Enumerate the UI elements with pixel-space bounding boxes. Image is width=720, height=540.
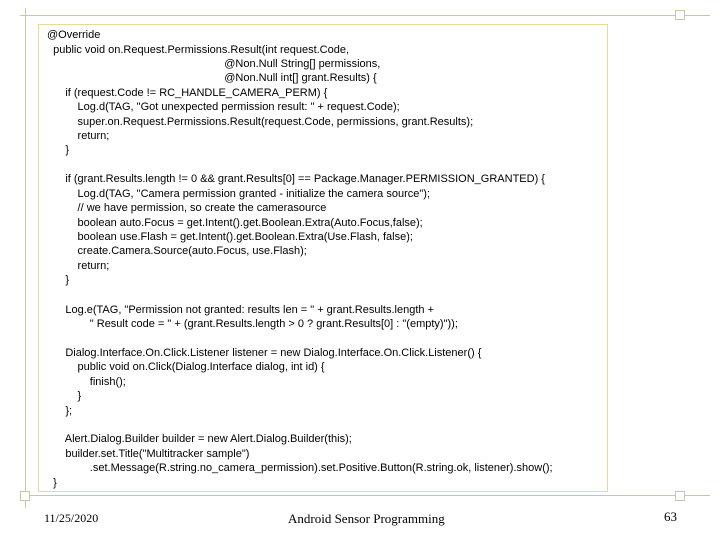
code-line: @Non.Null String[] permissions, [47,58,381,70]
code-line: Log.d(TAG, "Camera permission granted - initialize the camera source"); [47,188,430,200]
code-line: }; [47,405,73,417]
code-line: Log.d(TAG, "Got unexpected permission result: " + request.Code); [47,101,400,113]
code-line: } [47,477,57,489]
code-line: Dialog.Interface.On.Click.Listener listener = new Dialog.Interface.On.Click.Listener() { [47,347,482,359]
code-line: } [47,144,70,156]
code-line: builder.set.Title("Multitracker sample") [47,448,250,460]
footer-date: 11/25/2020 [44,511,99,525]
code-line: return; [47,260,110,272]
code-line: if (request.Code != RC_HANDLE_CAMERA_PERM) { [47,87,328,99]
code-line: } [47,274,70,286]
corner-square-top-right [675,10,685,20]
code-line: @Override [47,29,101,41]
code-line: create.Camera.Source(auto.Focus, use.Flash); [47,245,307,257]
code-line: Alert.Dialog.Builder builder = new Alert.Dialog.Builder(this); [47,433,352,445]
code-line: public void on.Click(Dialog.Interface dialog, int id) { [47,361,325,373]
code-line: } [47,390,82,402]
code-line: super.on.Request.Permissions.Result(request.Code, permissions, grant.Results); [47,116,474,128]
code-line: public void on.Request.Permissions.Result(int request.Code, [47,44,350,56]
code-line: boolean use.Flash = get.Intent().get.Boolean.Extra(Use.Flash, false); [47,231,413,243]
code-block [38,24,608,492]
corner-square-bottom-left [20,491,30,501]
page-number: 63 [664,509,677,524]
top-rule [20,15,710,16]
code-line: finish(); [47,376,126,388]
code-line: return; [47,130,110,142]
bottom-rule [20,495,710,496]
code-line: boolean auto.Focus = get.Intent().get.Boolean.Extra(Auto.Focus,false); [47,217,423,229]
code-line: Log.e(TAG, "Permission not granted: results len = " + grant.Results.length + [47,304,434,316]
code-line: " Result code = " + (grant.Results.length > 0 ? grant.Results[0] : "(empty)")); [47,318,458,330]
code-line: if (grant.Results.length != 0 && grant.Results[0] == Package.Manager.PERMISSION_GRANTED) { [47,173,545,185]
code-line: // we have permission, so create the camerasource [47,202,327,214]
code-line: .set.Message(R.string.no_camera_permission).set.Positive.Button(R.string.ok, listener).show(); [47,462,553,474]
footer-title: Android Sensor Programming [288,511,445,526]
left-rule [25,8,26,508]
corner-square-bottom-right [675,491,685,501]
code-line: @Non.Null int[] grant.Results) { [47,72,377,84]
